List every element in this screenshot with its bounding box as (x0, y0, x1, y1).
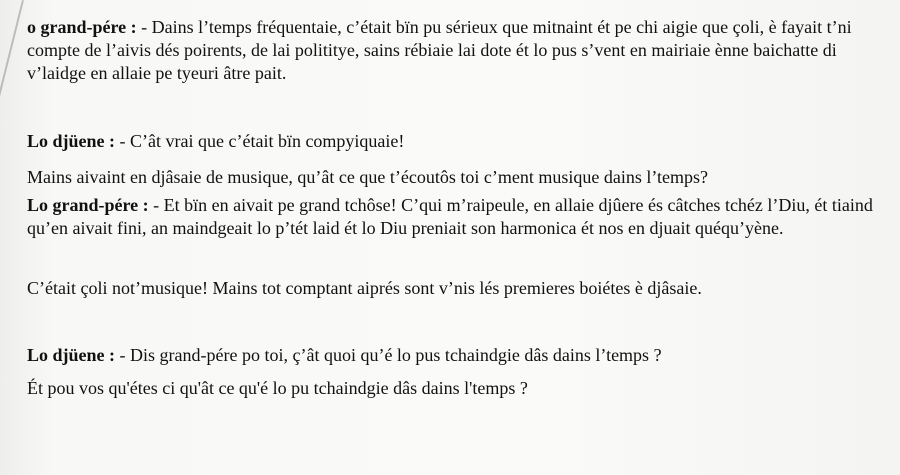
dialogue-text: Dis grand-pére po toi, ç’ât quoi qu’é lo pus tchaindgie dâs dains l’temps ? (130, 345, 662, 365)
dialogue-youth-2 (27, 344, 877, 367)
speaker-label: o grand-pére : (27, 17, 137, 37)
dialogue-text: Et bïn en aivait pe grand tchôse! C’qui m’raipeule, en allaie djûere és câtches tchéz l’Diu, ét tiaind qu’en aivait fini, an maindgeait lo p’tét laid ét lo Diu preniait son harmonica ét nos en djuait quéqu’yène. (27, 195, 873, 238)
speaker-dash: - (148, 195, 164, 215)
dialogue-grandfather-2 (27, 194, 877, 240)
speaker-dash: - (115, 131, 131, 151)
speaker-label: Lo djüene : (27, 131, 116, 151)
dialogue-text: C’ât vrai que c’était bïn compyiquaie! (130, 131, 405, 151)
dialogue-text: Dains l’temps fréquentaie, c’était bïn pu sérieux que mitnaint ét pe chi aigie que çoli, è fayait t’ni compte de l’aivis dés poirents, de lai polititye, sains rébiaie lai dote ét lo pus s’vent en mairiaie ènne baichatte di v’laidge en allaie pe tyeuri âtre pait. (27, 17, 852, 83)
page-edge-mark (0, 0, 24, 117)
dialogue-text: Ét pou vos qu'étes ci qu'ât ce qu'é lo pu tchaindgie dâs dains l'temps ? (27, 378, 528, 398)
speaker-label: Lo grand-pére : (27, 195, 149, 215)
speaker-dash: - (115, 345, 131, 365)
dialogue-text: C’était çoli not’musique! Mains tot comptant aiprés sont v’nis lés premieres boiétes è djâsaie. (27, 278, 702, 298)
speaker-dash: - (136, 17, 152, 37)
dialogue-grandfather-1 (27, 16, 877, 85)
dialogue-youth-1 (27, 130, 877, 153)
dialogue-grandfather-2-continued (27, 277, 877, 300)
speaker-label: Lo djüene : (27, 345, 116, 365)
dialogue-youth-1-continued (27, 166, 877, 189)
dialogue-text: Mains aivaint en djâsaie de musique, qu’ât ce que t’écoutôs toi c’ment musique dains l’temps? (27, 167, 708, 187)
dialogue-youth-2-continued (27, 377, 877, 400)
